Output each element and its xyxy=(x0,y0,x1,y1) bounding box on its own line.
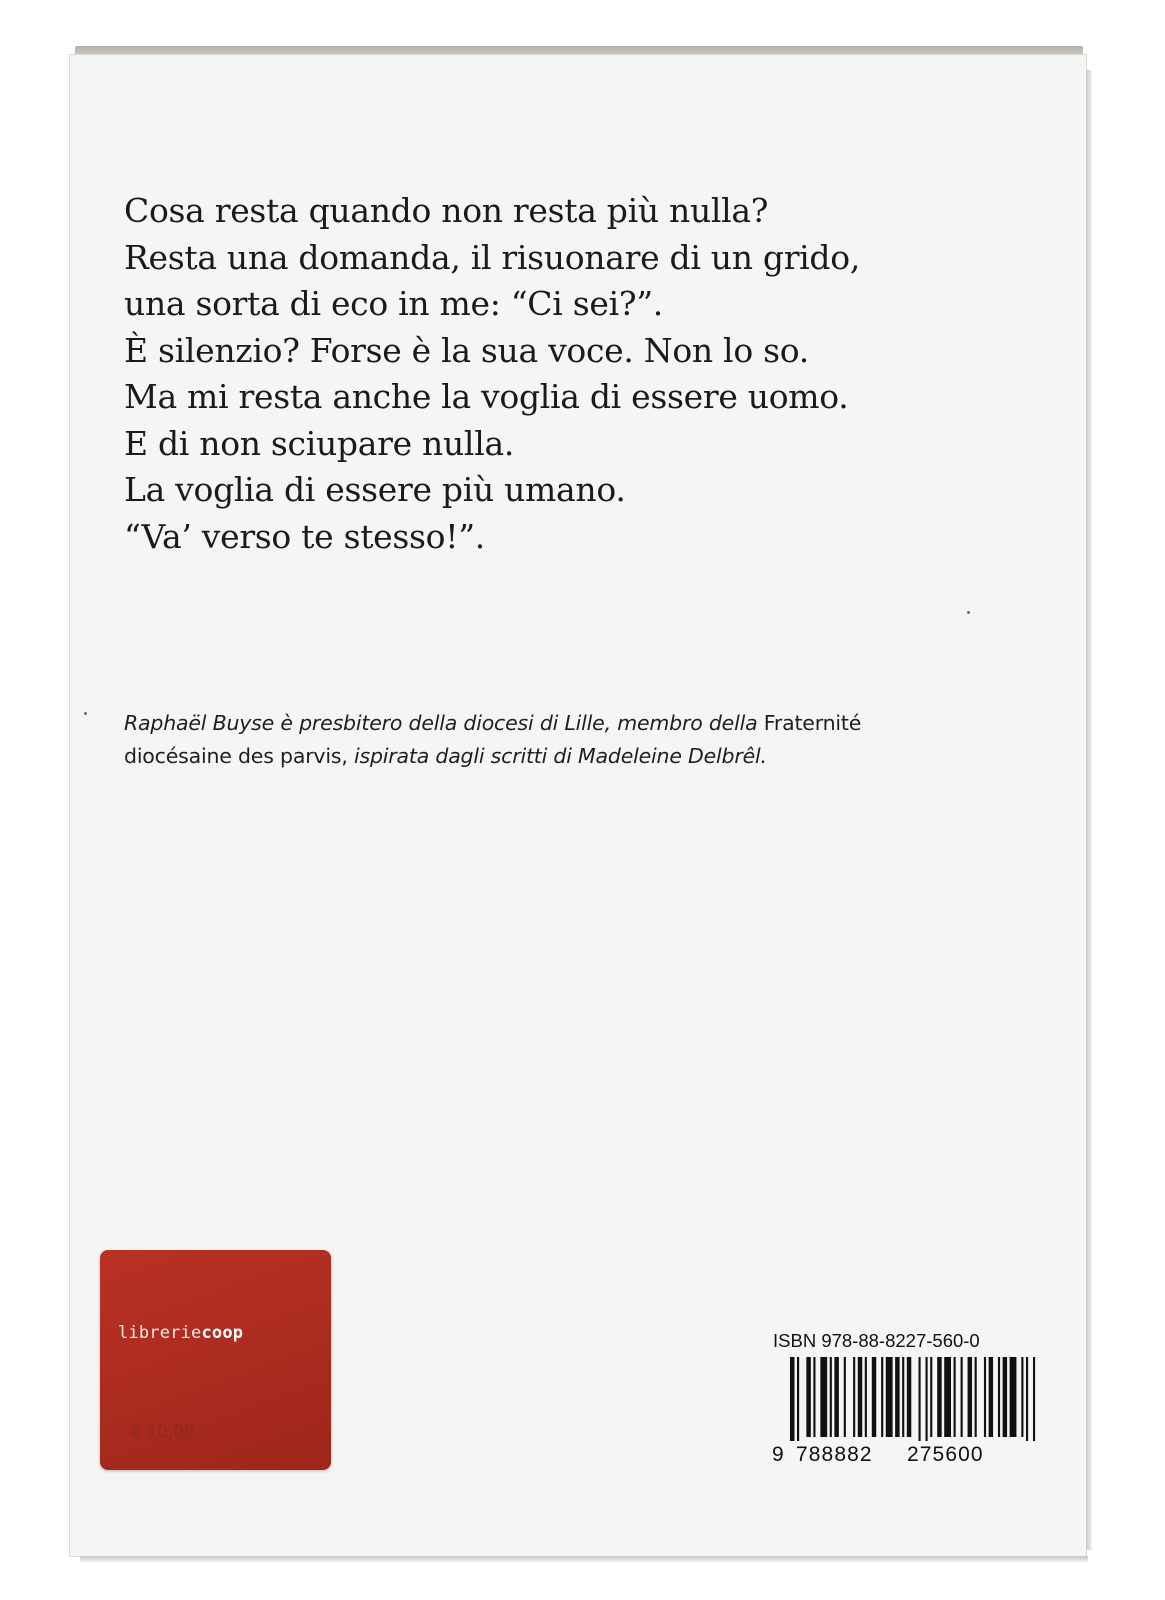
barcode-digit-group: 788882 xyxy=(796,1443,873,1466)
dust-speck xyxy=(967,611,970,614)
bio-italic-text: Raphaël Buyse è presbitero della diocesi di Lille, membro della xyxy=(124,711,758,735)
barcode-bar xyxy=(858,1357,862,1437)
book-right-edge xyxy=(1086,70,1092,1550)
barcode-bar xyxy=(872,1357,876,1437)
barcode-bar xyxy=(984,1357,986,1437)
barcode-bar xyxy=(968,1357,972,1437)
poem-line: “Va’ verso te stesso!”. xyxy=(124,516,485,556)
sticker-brand-prefix: librerie xyxy=(118,1323,202,1343)
barcode-bar xyxy=(975,1357,977,1437)
barcode-bar xyxy=(820,1357,827,1437)
barcode-bar xyxy=(853,1357,855,1437)
book-bottom-edge xyxy=(80,1556,1088,1562)
barcode-bar xyxy=(844,1357,846,1437)
barcode-bar xyxy=(944,1357,951,1437)
price-sticker xyxy=(100,1250,331,1470)
poem-line: E di non sciupare nulla. xyxy=(124,423,515,463)
barcode-bar xyxy=(937,1357,941,1437)
poem-line: È silenzio? Forse è la sua voce. Non lo so. xyxy=(124,330,809,370)
barcode-bar xyxy=(1003,1357,1007,1437)
barcode xyxy=(790,1357,1040,1441)
poem-text xyxy=(124,188,1044,560)
barcode-bar xyxy=(1010,1357,1017,1437)
sticker-brand-suffix: coop xyxy=(201,1323,244,1343)
barcode-bar xyxy=(1021,1357,1023,1437)
barcode-bar xyxy=(1033,1357,1035,1441)
barcode-bar xyxy=(790,1357,794,1441)
barcode-bar xyxy=(930,1357,932,1437)
poem-line: La voglia di essere più umano. xyxy=(124,470,626,509)
sticker-brand-logo xyxy=(118,1323,243,1343)
barcode-bar xyxy=(895,1357,899,1437)
barcode-bar xyxy=(865,1357,867,1437)
barcode-bar xyxy=(830,1357,832,1437)
barcode-bar xyxy=(797,1357,799,1441)
author-bio-line-1 xyxy=(124,707,1044,740)
barcode-bar xyxy=(813,1357,815,1437)
barcode-bar xyxy=(919,1357,921,1441)
author-bio xyxy=(124,707,1044,773)
poem-line: Cosa resta quando non resta più nulla? xyxy=(124,191,769,230)
barcode-bar xyxy=(907,1357,911,1437)
barcode-digit-group: 275600 xyxy=(907,1443,984,1466)
poem-line: Resta una domanda, il risuonare di un grido, xyxy=(124,237,861,277)
dust-speck xyxy=(84,712,87,715)
sticker-price: € 10,00 xyxy=(131,1422,195,1443)
isbn-label: ISBN 978-88-8227-560-0 xyxy=(773,1330,980,1351)
barcode-bar xyxy=(961,1357,963,1437)
barcode-bar xyxy=(954,1357,956,1437)
barcode-bar xyxy=(834,1357,838,1437)
barcode-bar xyxy=(926,1357,928,1441)
bio-roman-text: diocésaine des parvis, xyxy=(124,744,348,768)
barcode-bar xyxy=(998,1357,1000,1437)
author-bio-line-2 xyxy=(124,740,1044,773)
bio-roman-text: Fraternité xyxy=(763,711,862,735)
barcode-bar xyxy=(806,1357,810,1437)
barcode-bar xyxy=(989,1357,993,1437)
poem-line: Ma mi resta anche la voglia di essere uomo. xyxy=(124,377,849,416)
barcode-bar xyxy=(886,1357,893,1437)
poem-line: una sorta di eco in me: “Ci sei?”. xyxy=(124,284,663,323)
barcode-bar xyxy=(902,1357,904,1437)
barcode-bar xyxy=(881,1357,883,1437)
barcode-bar xyxy=(1026,1357,1028,1441)
bio-italic-text: ispirata dagli scritti di Madeleine Delbrêl. xyxy=(353,744,767,768)
barcode-digit-first: 9 xyxy=(772,1443,784,1466)
